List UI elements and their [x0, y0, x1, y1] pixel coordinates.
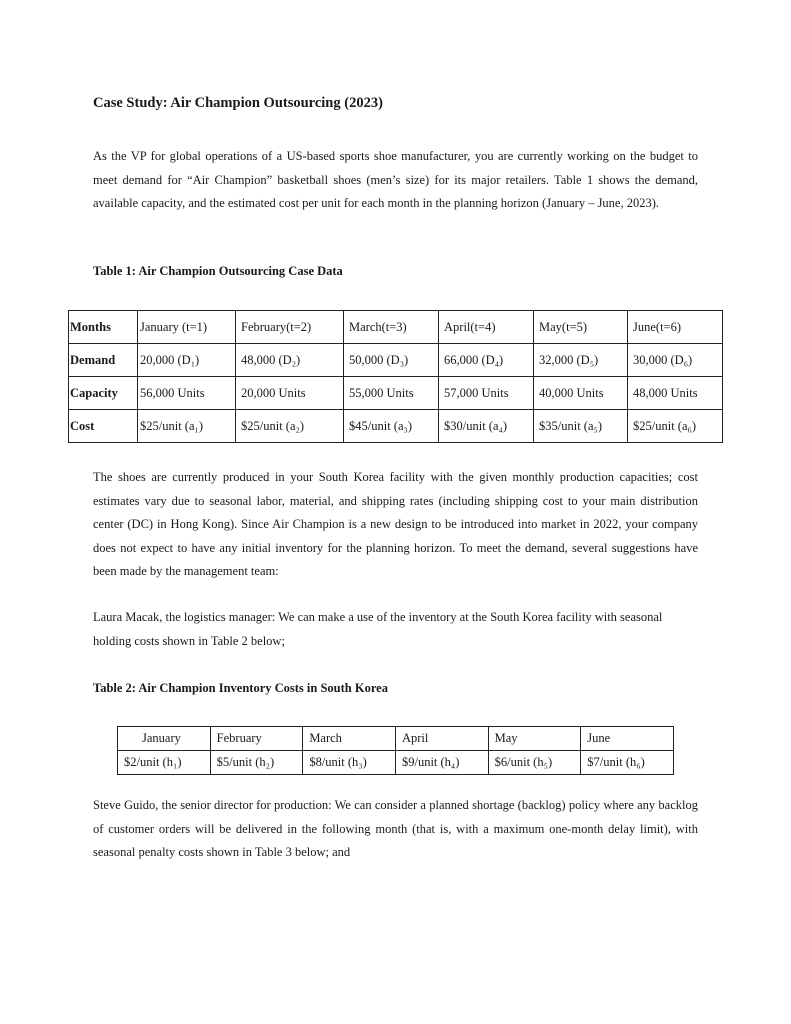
row-header: Capacity — [69, 377, 138, 410]
row-header: Demand — [69, 344, 138, 377]
table-cell: $30/unit (a₄) — [439, 410, 534, 443]
table-cell: 50,000 (D₃) — [344, 344, 439, 377]
table-row — [69, 311, 723, 344]
month-header-cell: May — [488, 727, 581, 751]
table-cell: 30,000 (D₆) — [628, 344, 723, 377]
table-row — [118, 751, 674, 775]
holding-cost-cell: $6/unit (h₅) — [488, 751, 581, 775]
table-cell: $35/unit (a₅) — [534, 410, 628, 443]
holding-cost-cell: $9/unit (h₄) — [395, 751, 488, 775]
outsourcing-data-table — [68, 310, 723, 443]
table-cell: $25/unit (a₆) — [628, 410, 723, 443]
month-header-cell: June — [581, 727, 674, 751]
production-suggestion-paragraph: Steve Guido, the senior director for production: We can consider a planned shortage (backlog) policy where any backlog of customer orders will be delivered in the following month (that is, with a maximum one-month delay limit), with seasonal penalty costs shown in Table 3 below; and — [93, 798, 698, 860]
page-title: Case Study: Air Champion Outsourcing (2023) — [93, 95, 383, 111]
table-cell: 55,000 Units — [344, 377, 439, 410]
table-row — [69, 377, 723, 410]
month-header-cell: April — [395, 727, 488, 751]
row-header: Cost — [69, 410, 138, 443]
month-header-cell: March — [303, 727, 396, 751]
table-row — [118, 727, 674, 751]
logistics-suggestion-paragraph: Laura Macak, the logistics manager: We can make a use of the inventory at the South Korea facility with seasonal holding costs shown in Table 2 below; — [93, 610, 663, 648]
table-cell: March(t=3) — [344, 311, 439, 344]
table-cell: $25/unit (a₁) — [138, 410, 236, 443]
table-cell: June(t=6) — [628, 311, 723, 344]
table1-caption: Table 1: Air Champion Outsourcing Case Data — [93, 264, 343, 278]
table-row — [69, 410, 723, 443]
table-cell: January (t=1) — [138, 311, 236, 344]
table-cell: 20,000 Units — [236, 377, 344, 410]
table2-caption: Table 2: Air Champion Inventory Costs in South Korea — [93, 681, 388, 695]
month-header-cell: January — [118, 727, 211, 751]
table-cell: 48,000 Units — [628, 377, 723, 410]
holding-cost-cell: $5/unit (h₂) — [210, 751, 303, 775]
table-cell: 56,000 Units — [138, 377, 236, 410]
intro-paragraph: As the VP for global operations of a US-based sports shoe manufacturer, you are currently working on the budget to meet demand for “Air Champion” basketball shoes (men’s size) for its major retailers. Table 1 shows the demand, available capacity, and the estimated cost per unit for each month in the planning horizon (January – June, 2023). — [93, 149, 698, 211]
table-cell: 48,000 (D₂) — [236, 344, 344, 377]
table-cell: 32,000 (D₅) — [534, 344, 628, 377]
table-cell: $45/unit (a₃) — [344, 410, 439, 443]
table-row — [69, 344, 723, 377]
table-cell: 20,000 (D₁) — [138, 344, 236, 377]
table-cell: 66,000 (D₄) — [439, 344, 534, 377]
table-cell: February(t=2) — [236, 311, 344, 344]
production-paragraph: The shoes are currently produced in your South Korea facility with the given monthly production capacities; cost estimates vary due to seasonal labor, material, and shipping rates (including shipping cost to your main distribution center (DC) in Hong Kong). Since Air Champion is a new design to be introduced into market in 2022, your company does not expect to have any initial inventory for the planning horizon. To meet the demand, several suggestions have been made by the management team: — [93, 470, 698, 579]
holding-cost-cell: $8/unit (h₃) — [303, 751, 396, 775]
row-header: Months — [69, 311, 138, 344]
table-cell: 57,000 Units — [439, 377, 534, 410]
holding-cost-cell: $7/unit (h₆) — [581, 751, 674, 775]
table-cell: 40,000 Units — [534, 377, 628, 410]
month-header-cell: February — [210, 727, 303, 751]
table-cell: $25/unit (a₂) — [236, 410, 344, 443]
table-cell: April(t=4) — [439, 311, 534, 344]
holding-cost-cell: $2/unit (h₁) — [118, 751, 211, 775]
table-cell: May(t=5) — [534, 311, 628, 344]
inventory-costs-table — [117, 726, 674, 775]
